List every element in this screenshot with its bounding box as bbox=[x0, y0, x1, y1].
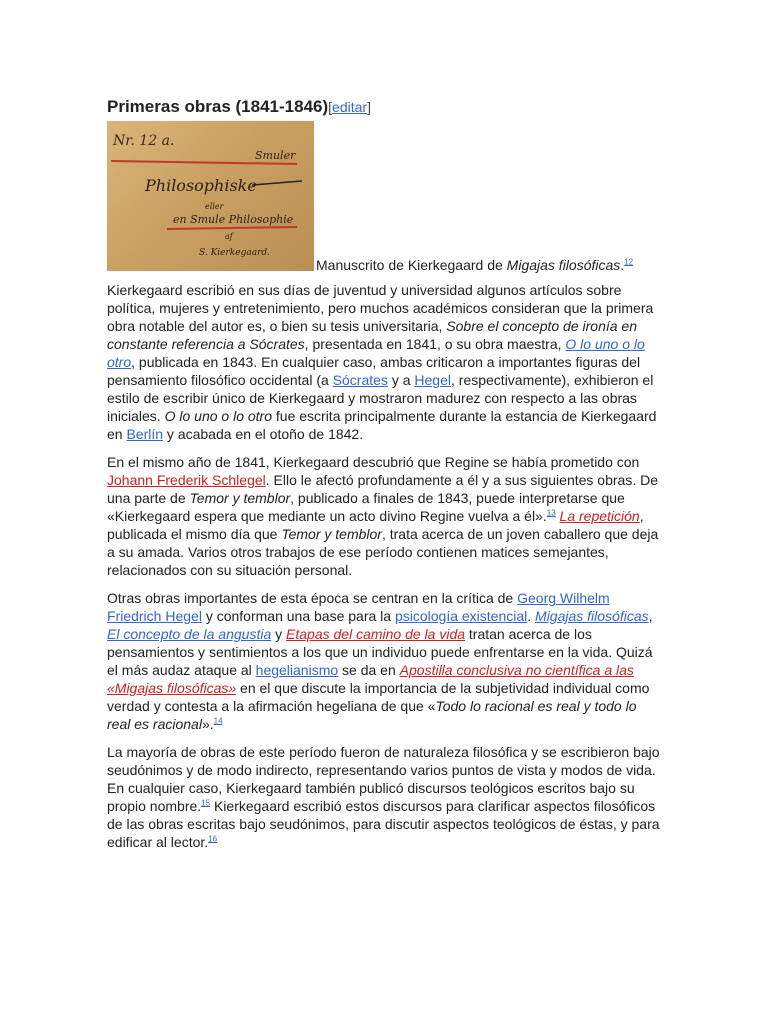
manuscript-word-smule: en Smule Philosophie bbox=[173, 213, 294, 226]
link-schlegel[interactable]: Johann Frederik Schlegel bbox=[107, 472, 266, 488]
manuscript-word-eller: eller bbox=[205, 202, 224, 211]
article-body bbox=[107, 281, 663, 861]
manuscript-image bbox=[107, 121, 314, 271]
link-concepto-angustia[interactable]: El concepto de la angustia bbox=[107, 626, 272, 642]
manuscript-word-smuler: Smuler bbox=[255, 149, 296, 162]
manuscript-signature: S. Kierkegaard. bbox=[199, 248, 270, 258]
ref-16-link[interactable]: 16 bbox=[208, 834, 218, 844]
link-la-repeticion[interactable]: La repetición bbox=[559, 508, 640, 524]
manuscript-word-philosophiske: Philosophiske bbox=[145, 176, 257, 195]
image-caption: Manuscrito de Kierkegaard de Migajas filosóficas.$^{12}$ bbox=[316, 257, 634, 273]
paragraph-2: En el mismo año de 1841, Kierkegaard descubrió que Regine se había prometido con Johann Frederik Schlegel. Ello le afectó profundamente a él y a sus siguientes obras. De una parte de Temor y temblor, publicado a finales de 1843, puede interpretarse que «Kierkegaard espera que mediante un acto divino Regine vuelva a él».$^{13}$ La repetición, publicada el mismo día que Temor y temblor, trata acerca de un joven caballero que deja a su amada. Varios otros trabajos de ese período contienen matices semejantes, relacionados con su situación personal. bbox=[107, 454, 659, 578]
strike-line bbox=[252, 181, 302, 185]
link-socrates[interactable]: Sócrates bbox=[332, 372, 388, 388]
ref-13-link[interactable]: 13 bbox=[546, 508, 556, 518]
paragraph-4: La mayoría de obras de este período fueron de naturaleza filosófica y se escribieron bajo seudónimos y de modo indirecto, representando varios puntos de vista y modos de vida. En cualquier caso, Kierkegaard también publicó discursos teológicos escritos bajo su propio nombre.$^{15}$ Kierkegaard escribió estos discursos para clarificar aspectos filosóficos de las obras escritas bajo seudónimos, para discutir aspectos teológicos de éstas, y para edificar al lector.$^{16}$ bbox=[107, 744, 660, 850]
section-heading bbox=[107, 96, 371, 118]
link-migajas[interactable]: Migajas filosóficas bbox=[535, 608, 649, 624]
link-psicologia-existencial[interactable]: psicología existencial bbox=[394, 608, 528, 624]
paragraph-3: Otras obras importantes de esta época se centran en la crítica de Georg Wilhelm Friedrich Hegel y conforman una base para la psicología existencial. Migajas filosóficas, El concepto de la angustia y Etapas del camino de la vida tratan acerca de los pensamientos y sentimientos a los que un individuo puede enfrentarse en la vida. Quizá el más audaz ataque al hegelianismo se da en Apostilla conclusiva no científica a las «Migajas filosóficas» en el que discute la importancia de la subjetividad individual como verdad y contesta a la afirmación hegeliana de que «Todo lo racional es real y todo lo real es racional».$^{14}$ bbox=[107, 590, 653, 732]
link-georg-hegel[interactable]: Georg Wilhelm Friedrich Hegel bbox=[107, 590, 610, 624]
red-line-bottom bbox=[167, 227, 297, 229]
edit-section: [editar] bbox=[328, 99, 371, 115]
ref-15-link[interactable]: 15 bbox=[201, 798, 211, 808]
link-o-lo-uno[interactable]: O lo uno o lo otro bbox=[107, 336, 645, 370]
ref-14-link[interactable]: 14 bbox=[213, 716, 223, 726]
link-apostilla[interactable]: Apostilla conclusiva no científica a las «Migajas filosóficas» bbox=[107, 662, 634, 696]
edit-link[interactable]: editar bbox=[332, 99, 368, 115]
section-title: Primeras obras (1841-1846) bbox=[107, 97, 329, 116]
link-hegelianismo[interactable]: hegelianismo bbox=[255, 662, 339, 678]
paragraph-1: Kierkegaard escribió en sus días de juventud y universidad algunos artículos sobre política, mujeres y entretenimiento, pero muchos académicos consideran que la primera obra notable del autor es, o bien su tesis universitaria, Sobre el concepto de ironía en constante referencia a Sócrates, presentada en 1841, o su obra maestra, O lo uno o lo otro, publicada en 1843. En cualquier caso, ambas criticaron a importantes figuras del pensamiento filosófico occidental (a Sócrates y a Hegel, respectivamente), exhibieron el estilo de escribir único de Kierkegaard y mostraron madurez con respecto a las obras iniciales. O lo uno o lo otro fue escrita principalmente durante la estancia de Kierkegaard en Berlín y acabada en el otoño de 1842. bbox=[107, 282, 657, 442]
link-berlin[interactable]: Berlín bbox=[126, 426, 164, 442]
manuscript-number: Nr. 12 a. bbox=[113, 133, 175, 149]
manuscript-drawing bbox=[107, 121, 314, 271]
link-hegel[interactable]: Hegel bbox=[414, 372, 451, 388]
ref-12-link[interactable]: 12 bbox=[624, 257, 634, 267]
link-etapas[interactable]: Etapas del camino de la vida bbox=[286, 626, 466, 642]
manuscript-word-af: af bbox=[225, 232, 233, 241]
